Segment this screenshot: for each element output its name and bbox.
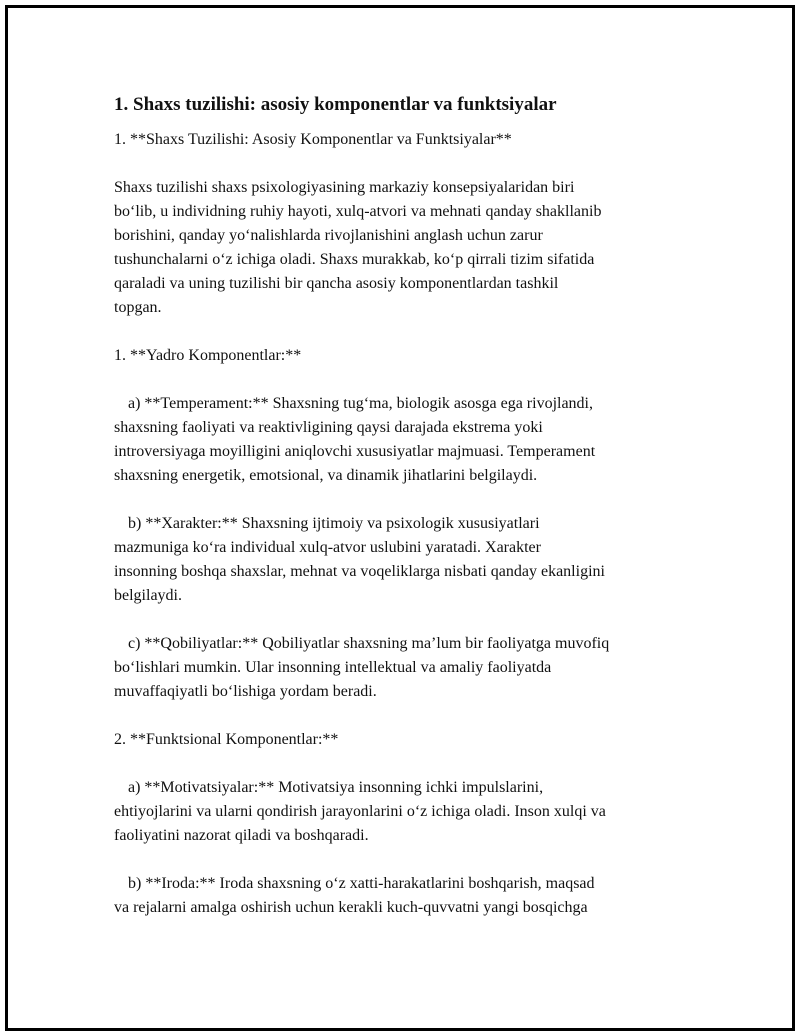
will-paragraph [114,872,686,920]
character-paragraph [114,512,686,608]
text-line: insonning boshqa shaxslar, mehnat va voqeliklarga nisbati qanday ekanligini [114,563,605,580]
text-line: bo‘lishlari mumkin. Ular insonning intellektual va amaliy faoliyatda [114,659,552,676]
text-line: va rejalarni amalga oshirish uchun kerakli kuch-quvvatni yangi bosqichga [114,899,588,916]
text-line: faoliyatini nazorat qiladi va boshqaradi. [114,827,369,844]
text-line: b) **Xarakter:** Shaxsning ijtimoiy va psixologik xususiyatlari [128,515,540,532]
document-body [114,92,686,944]
motivation-paragraph [114,776,686,848]
intro-paragraph [114,176,686,320]
document-title: 1. Shaxs tuzilishi: asosiy komponentlar va funktsiyalar [114,94,557,115]
text-line: mazmuniga ko‘ra individual xulq-atvor uslubini yaratadi. Xarakter [114,539,541,556]
text-line: topgan. [114,299,162,316]
text-line: b) **Iroda:** Iroda shaxsning o‘z xatti-harakatlarini boshqarish, maqsad [128,875,595,892]
abilities-paragraph [114,632,686,704]
section-heading-functional [114,728,686,752]
temperament-paragraph [114,392,686,488]
text-line: belgilaydi. [114,587,182,604]
text-line: muvaffaqiyatli bo‘lishiga yordam beradi. [114,683,377,700]
text-line: shaxsning faoliyati va reaktivligining qaysi darajada ekstrema yoki [114,419,543,436]
text-line: ehtiyojlarini va ularni qondirish jarayonlarini o‘z ichiga oladi. Inson xulqi va [114,803,606,820]
text-line: borishini, qanday yo‘nalishlarda rivojlanishini anglash uchun zarur [114,227,543,244]
text-line: introversiyaga moyilligini aniqlovchi xususiyatlar majmuasi. Temperament [114,443,596,460]
heading-paragraph [114,128,686,152]
text-line: bo‘lib, u individning ruhiy hayoti, xulq-atvori va mehnati qanday shakllanib [114,203,602,220]
text-line: 1. **Shaxs Tuzilishi: Asosiy Komponentlar va Funktsiyalar** [114,131,512,148]
text-line: c) **Qobiliyatlar:** Qobiliyatlar shaxsning ma’lum bir faoliyatga muvofiq [128,635,610,652]
text-line: a) **Temperament:** Shaxsning tug‘ma, biologik asosga ega rivojlandi, [128,395,593,412]
text-line: qaraladi va uning tuzilishi bir qancha asosiy komponentlardan tashkil [114,275,559,292]
text-line: shaxsning energetik, emotsional, va dinamik jihatlarini belgilaydi. [114,467,538,484]
section-heading-core [114,344,686,368]
text-line: a) **Motivatsiyalar:** Motivatsiya insonning ichki impulslarini, [128,779,544,796]
text-line: tushunchalarni o‘z ichiga oladi. Shaxs murakkab, ko‘p qirrali tizim sifatida [114,251,595,268]
text-line: Shaxs tuzilishi shaxs psixologiyasining markaziy konsepsiyalaridan biri [114,179,575,196]
text-line: 2. **Funktsional Komponentlar:** [114,731,339,748]
text-line: 1. **Yadro Komponentlar:** [114,347,302,364]
